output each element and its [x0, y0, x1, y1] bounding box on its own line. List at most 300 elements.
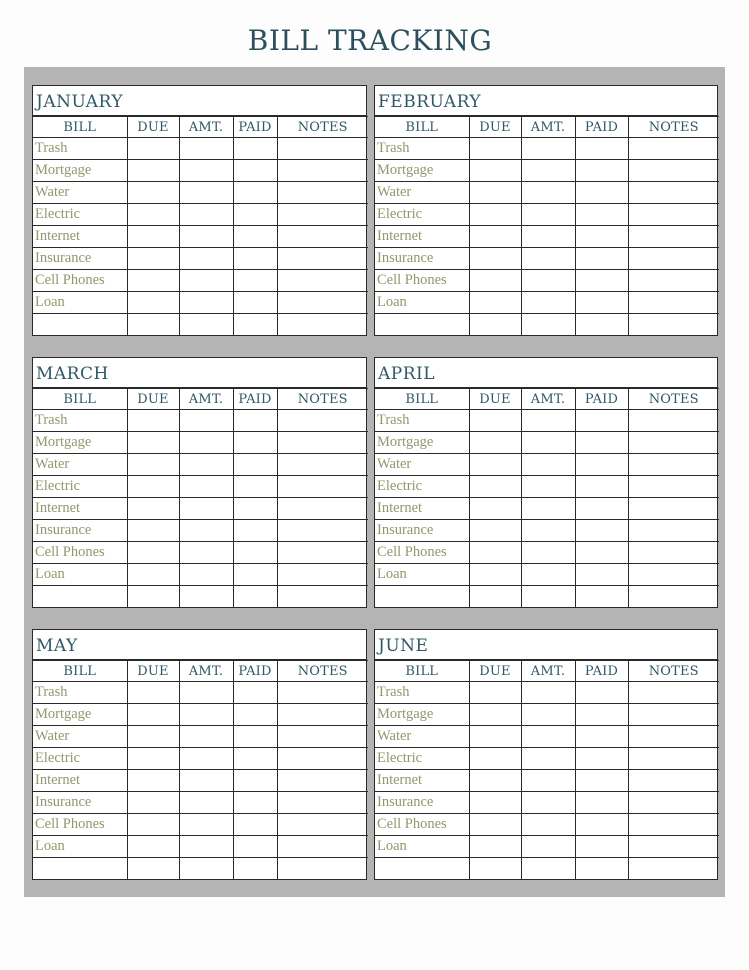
month-title: MAY — [33, 630, 366, 660]
entry-cell-paid[interactable] — [575, 792, 628, 814]
bill-name-cell[interactable] — [375, 858, 469, 880]
entry-cell-due[interactable] — [469, 704, 521, 726]
table-row — [375, 748, 719, 770]
entry-cell-amt[interactable] — [179, 726, 233, 748]
entry-cell-notes[interactable] — [277, 858, 368, 880]
entry-cell-notes[interactable] — [277, 564, 368, 586]
entry-cell-paid[interactable] — [575, 748, 628, 770]
entry-cell-notes[interactable] — [628, 248, 719, 270]
entry-cell-due[interactable] — [127, 792, 179, 814]
table-row — [375, 682, 719, 704]
table-row — [375, 270, 719, 292]
entry-cell-notes[interactable] — [277, 748, 368, 770]
entry-cell-notes[interactable] — [628, 410, 719, 432]
table-row — [375, 432, 719, 454]
table-row — [375, 836, 719, 858]
bill-table — [33, 388, 368, 608]
bill-name-cell: Internet — [33, 498, 127, 520]
entry-cell-paid[interactable] — [233, 248, 277, 270]
entry-cell-due[interactable] — [469, 476, 521, 498]
entry-cell-due[interactable] — [469, 498, 521, 520]
entry-cell-amt[interactable] — [521, 814, 575, 836]
bill-table — [375, 116, 719, 336]
entry-cell-paid[interactable] — [575, 564, 628, 586]
entry-cell-due[interactable] — [127, 410, 179, 432]
entry-cell-notes[interactable] — [628, 182, 719, 204]
entry-cell-amt[interactable] — [521, 586, 575, 608]
entry-cell-paid[interactable] — [575, 542, 628, 564]
table-row — [375, 204, 719, 226]
bill-name-cell: Cell Phones — [33, 814, 127, 836]
entry-cell-due[interactable] — [469, 204, 521, 226]
entry-cell-amt[interactable] — [521, 836, 575, 858]
table-row — [375, 814, 719, 836]
entry-cell-notes[interactable] — [628, 586, 719, 608]
entry-cell-paid[interactable] — [575, 410, 628, 432]
bill-name-cell: Loan — [33, 564, 127, 586]
entry-cell-amt[interactable] — [521, 476, 575, 498]
entry-cell-amt[interactable] — [521, 542, 575, 564]
entry-cell-notes[interactable] — [628, 270, 719, 292]
column-header-bill: BILL — [375, 389, 469, 410]
entry-cell-paid[interactable] — [233, 748, 277, 770]
column-header-amt: AMT. — [179, 117, 233, 138]
entry-cell-due[interactable] — [127, 270, 179, 292]
entry-cell-paid[interactable] — [575, 858, 628, 880]
entry-cell-notes[interactable] — [628, 432, 719, 454]
entry-cell-due[interactable] — [469, 542, 521, 564]
entry-cell-amt[interactable] — [179, 564, 233, 586]
entry-cell-amt[interactable] — [179, 682, 233, 704]
bill-name-cell: Loan — [33, 836, 127, 858]
entry-cell-paid[interactable] — [233, 814, 277, 836]
bill-name-cell: Insurance — [33, 792, 127, 814]
entry-cell-notes[interactable] — [628, 160, 719, 182]
table-row — [375, 520, 719, 542]
table-row — [375, 498, 719, 520]
bill-name-cell: Electric — [375, 204, 469, 226]
table-row — [33, 410, 368, 432]
entry-cell-paid[interactable] — [233, 160, 277, 182]
entry-cell-amt[interactable] — [179, 182, 233, 204]
entry-cell-notes[interactable] — [277, 770, 368, 792]
header-row — [375, 661, 719, 682]
entry-cell-paid[interactable] — [233, 520, 277, 542]
entry-cell-paid[interactable] — [233, 270, 277, 292]
entry-cell-amt[interactable] — [521, 770, 575, 792]
entry-cell-amt[interactable] — [521, 498, 575, 520]
entry-cell-notes[interactable] — [277, 138, 368, 160]
entry-cell-due[interactable] — [469, 682, 521, 704]
entry-cell-notes[interactable] — [628, 314, 719, 336]
entry-cell-notes[interactable] — [277, 704, 368, 726]
entry-cell-due[interactable] — [127, 542, 179, 564]
entry-cell-paid[interactable] — [233, 704, 277, 726]
entry-cell-notes[interactable] — [277, 248, 368, 270]
column-header-paid: PAID — [575, 661, 628, 682]
bill-name-cell: Water — [33, 726, 127, 748]
bill-name-cell[interactable] — [375, 586, 469, 608]
bill-name-cell: Water — [375, 726, 469, 748]
entry-cell-paid[interactable] — [575, 314, 628, 336]
column-header-notes: NOTES — [277, 389, 368, 410]
entry-cell-due[interactable] — [127, 704, 179, 726]
entry-cell-amt[interactable] — [521, 726, 575, 748]
entry-cell-due[interactable] — [127, 454, 179, 476]
entry-cell-notes[interactable] — [277, 160, 368, 182]
entry-cell-amt[interactable] — [521, 454, 575, 476]
entry-cell-due[interactable] — [127, 292, 179, 314]
bill-name-cell: Mortgage — [375, 160, 469, 182]
bill-name-cell[interactable] — [33, 858, 127, 880]
entry-cell-paid[interactable] — [575, 182, 628, 204]
entry-cell-paid[interactable] — [575, 226, 628, 248]
column-header-due: DUE — [127, 661, 179, 682]
entry-cell-amt[interactable] — [521, 858, 575, 880]
entry-cell-notes[interactable] — [628, 520, 719, 542]
entry-cell-amt[interactable] — [521, 138, 575, 160]
entry-cell-notes[interactable] — [277, 410, 368, 432]
entry-cell-paid[interactable] — [575, 248, 628, 270]
entry-cell-paid[interactable] — [233, 498, 277, 520]
entry-cell-paid[interactable] — [233, 454, 277, 476]
entry-cell-notes[interactable] — [628, 682, 719, 704]
column-header-paid: PAID — [233, 117, 277, 138]
table-row — [33, 770, 368, 792]
entry-cell-amt[interactable] — [521, 704, 575, 726]
table-row — [375, 160, 719, 182]
entry-cell-due[interactable] — [127, 204, 179, 226]
table-row — [375, 792, 719, 814]
table-row — [375, 564, 719, 586]
entry-cell-notes[interactable] — [628, 726, 719, 748]
entry-cell-amt[interactable] — [521, 748, 575, 770]
column-header-amt: AMT. — [179, 661, 233, 682]
bill-name-cell: Water — [33, 182, 127, 204]
entry-cell-amt[interactable] — [179, 520, 233, 542]
entry-cell-notes[interactable] — [277, 498, 368, 520]
entry-cell-paid[interactable] — [575, 476, 628, 498]
entry-cell-notes[interactable] — [628, 292, 719, 314]
entry-cell-notes[interactable] — [628, 454, 719, 476]
entry-cell-due[interactable] — [469, 270, 521, 292]
entry-cell-due[interactable] — [127, 248, 179, 270]
entry-cell-notes[interactable] — [628, 770, 719, 792]
bill-name-cell[interactable] — [33, 314, 127, 336]
entry-cell-notes[interactable] — [628, 814, 719, 836]
entry-cell-notes[interactable] — [277, 182, 368, 204]
entry-cell-due[interactable] — [469, 586, 521, 608]
entry-cell-notes[interactable] — [277, 814, 368, 836]
table-row — [33, 182, 368, 204]
column-header-paid: PAID — [575, 117, 628, 138]
entry-cell-notes[interactable] — [628, 748, 719, 770]
entry-cell-paid[interactable] — [233, 858, 277, 880]
entry-cell-due[interactable] — [127, 476, 179, 498]
entry-cell-notes[interactable] — [277, 586, 368, 608]
bill-table — [33, 116, 368, 336]
entry-cell-paid[interactable] — [575, 520, 628, 542]
entry-cell-paid[interactable] — [575, 292, 628, 314]
entry-cell-due[interactable] — [469, 858, 521, 880]
entry-cell-notes[interactable] — [628, 858, 719, 880]
entry-cell-paid[interactable] — [575, 498, 628, 520]
entry-cell-due[interactable] — [127, 226, 179, 248]
entry-cell-paid[interactable] — [233, 836, 277, 858]
entry-cell-notes[interactable] — [277, 292, 368, 314]
entry-cell-due[interactable] — [127, 182, 179, 204]
entry-cell-amt[interactable] — [521, 226, 575, 248]
column-header-paid: PAID — [233, 389, 277, 410]
entry-cell-paid[interactable] — [233, 226, 277, 248]
entry-cell-amt[interactable] — [521, 204, 575, 226]
entry-cell-due[interactable] — [127, 748, 179, 770]
entry-cell-due[interactable] — [469, 160, 521, 182]
entry-cell-due[interactable] — [469, 814, 521, 836]
entry-cell-amt[interactable] — [179, 704, 233, 726]
entry-cell-due[interactable] — [127, 564, 179, 586]
table-row — [33, 520, 368, 542]
entry-cell-notes[interactable] — [277, 226, 368, 248]
entry-cell-notes[interactable] — [628, 792, 719, 814]
entry-cell-notes[interactable] — [628, 138, 719, 160]
entry-cell-amt[interactable] — [179, 204, 233, 226]
entry-cell-paid[interactable] — [575, 160, 628, 182]
column-header-due: DUE — [469, 389, 521, 410]
entry-cell-amt[interactable] — [179, 858, 233, 880]
entry-cell-due[interactable] — [469, 520, 521, 542]
entry-cell-paid[interactable] — [233, 476, 277, 498]
bill-name-cell: Insurance — [375, 792, 469, 814]
entry-cell-amt[interactable] — [179, 138, 233, 160]
bill-name-cell: Electric — [33, 748, 127, 770]
entry-cell-due[interactable] — [127, 138, 179, 160]
entry-cell-amt[interactable] — [179, 410, 233, 432]
entry-cell-amt[interactable] — [521, 248, 575, 270]
entry-cell-amt[interactable] — [521, 160, 575, 182]
entry-cell-due[interactable] — [127, 814, 179, 836]
entry-cell-notes[interactable] — [628, 836, 719, 858]
table-row — [33, 704, 368, 726]
entry-cell-due[interactable] — [127, 858, 179, 880]
entry-cell-due[interactable] — [469, 410, 521, 432]
entry-cell-amt[interactable] — [521, 564, 575, 586]
entry-cell-due[interactable] — [469, 226, 521, 248]
entry-cell-amt[interactable] — [179, 498, 233, 520]
entry-cell-amt[interactable] — [521, 682, 575, 704]
entry-cell-paid[interactable] — [575, 270, 628, 292]
bill-name-cell: Electric — [33, 204, 127, 226]
entry-cell-paid[interactable] — [233, 792, 277, 814]
entry-cell-notes[interactable] — [628, 564, 719, 586]
entry-cell-due[interactable] — [469, 726, 521, 748]
entry-cell-paid[interactable] — [233, 726, 277, 748]
entry-cell-paid[interactable] — [575, 682, 628, 704]
bill-name-cell: Trash — [375, 682, 469, 704]
header-row — [33, 117, 368, 138]
bill-name-cell: Loan — [375, 836, 469, 858]
entry-cell-amt[interactable] — [179, 248, 233, 270]
bill-name-cell[interactable] — [375, 314, 469, 336]
entry-cell-paid[interactable] — [575, 454, 628, 476]
entry-cell-notes[interactable] — [277, 454, 368, 476]
table-row — [33, 726, 368, 748]
entry-cell-due[interactable] — [469, 138, 521, 160]
bill-name-cell: Water — [375, 182, 469, 204]
table-row — [375, 226, 719, 248]
column-header-bill: BILL — [33, 389, 127, 410]
entry-cell-amt[interactable] — [521, 292, 575, 314]
table-row — [375, 704, 719, 726]
column-header-bill: BILL — [375, 661, 469, 682]
entry-cell-paid[interactable] — [233, 204, 277, 226]
table-row — [33, 564, 368, 586]
bill-name-cell: Trash — [375, 138, 469, 160]
entry-cell-paid[interactable] — [575, 814, 628, 836]
entry-cell-notes[interactable] — [277, 432, 368, 454]
entry-cell-notes[interactable] — [277, 836, 368, 858]
entry-cell-paid[interactable] — [575, 204, 628, 226]
entry-cell-paid[interactable] — [575, 770, 628, 792]
bill-table — [33, 660, 368, 880]
entry-cell-notes[interactable] — [628, 226, 719, 248]
entry-cell-amt[interactable] — [179, 542, 233, 564]
entry-cell-amt[interactable] — [521, 410, 575, 432]
entry-cell-paid[interactable] — [575, 726, 628, 748]
entry-cell-amt[interactable] — [179, 586, 233, 608]
entry-cell-due[interactable] — [469, 314, 521, 336]
entry-cell-paid[interactable] — [233, 770, 277, 792]
entry-cell-notes[interactable] — [628, 704, 719, 726]
entry-cell-paid[interactable] — [575, 432, 628, 454]
column-header-due: DUE — [469, 117, 521, 138]
entry-cell-amt[interactable] — [179, 748, 233, 770]
bill-name-cell: Internet — [375, 226, 469, 248]
entry-cell-due[interactable] — [469, 792, 521, 814]
month-table-april — [374, 357, 718, 608]
entry-cell-due[interactable] — [469, 564, 521, 586]
column-header-notes: NOTES — [628, 117, 719, 138]
entry-cell-notes[interactable] — [628, 204, 719, 226]
entry-cell-paid[interactable] — [233, 182, 277, 204]
bill-name-cell: Insurance — [375, 520, 469, 542]
entry-cell-paid[interactable] — [233, 542, 277, 564]
bill-name-cell[interactable] — [33, 586, 127, 608]
entry-cell-amt[interactable] — [179, 770, 233, 792]
entry-cell-amt[interactable] — [521, 792, 575, 814]
entry-cell-due[interactable] — [127, 682, 179, 704]
entry-cell-amt[interactable] — [179, 226, 233, 248]
column-header-notes: NOTES — [277, 117, 368, 138]
table-row — [33, 454, 368, 476]
entry-cell-due[interactable] — [127, 314, 179, 336]
table-row — [375, 182, 719, 204]
entry-cell-amt[interactable] — [521, 520, 575, 542]
entry-cell-notes[interactable] — [277, 270, 368, 292]
entry-cell-amt[interactable] — [179, 270, 233, 292]
entry-cell-paid[interactable] — [233, 410, 277, 432]
entry-cell-paid[interactable] — [233, 682, 277, 704]
entry-cell-paid[interactable] — [575, 138, 628, 160]
entry-cell-due[interactable] — [469, 248, 521, 270]
table-row — [375, 138, 719, 160]
table-row — [33, 586, 368, 608]
entry-cell-due[interactable] — [469, 836, 521, 858]
entry-cell-paid[interactable] — [233, 564, 277, 586]
entry-cell-due[interactable] — [127, 586, 179, 608]
entry-cell-due[interactable] — [127, 498, 179, 520]
entry-cell-due[interactable] — [469, 432, 521, 454]
bill-name-cell: Mortgage — [375, 704, 469, 726]
entry-cell-notes[interactable] — [628, 498, 719, 520]
entry-cell-notes[interactable] — [277, 792, 368, 814]
entry-cell-notes[interactable] — [277, 726, 368, 748]
entry-cell-notes[interactable] — [277, 682, 368, 704]
entry-cell-due[interactable] — [469, 454, 521, 476]
entry-cell-due[interactable] — [127, 520, 179, 542]
entry-cell-paid[interactable] — [233, 138, 277, 160]
entry-cell-amt[interactable] — [179, 314, 233, 336]
entry-cell-notes[interactable] — [277, 204, 368, 226]
entry-cell-due[interactable] — [469, 182, 521, 204]
bill-name-cell: Mortgage — [375, 432, 469, 454]
entry-cell-amt[interactable] — [179, 432, 233, 454]
table-row — [33, 792, 368, 814]
entry-cell-amt[interactable] — [179, 476, 233, 498]
entry-cell-amt[interactable] — [521, 270, 575, 292]
entry-cell-notes[interactable] — [628, 476, 719, 498]
month-table-may — [32, 629, 367, 880]
entry-cell-paid[interactable] — [575, 836, 628, 858]
entry-cell-amt[interactable] — [179, 292, 233, 314]
entry-cell-due[interactable] — [127, 836, 179, 858]
entry-cell-paid[interactable] — [233, 432, 277, 454]
entry-cell-notes[interactable] — [277, 520, 368, 542]
entry-cell-due[interactable] — [469, 748, 521, 770]
entry-cell-due[interactable] — [127, 160, 179, 182]
column-header-amt: AMT. — [521, 661, 575, 682]
entry-cell-paid[interactable] — [233, 314, 277, 336]
page-title: BILL TRACKING — [247, 24, 493, 57]
bill-name-cell: Loan — [375, 292, 469, 314]
entry-cell-paid[interactable] — [233, 292, 277, 314]
entry-cell-amt[interactable] — [179, 836, 233, 858]
entry-cell-amt[interactable] — [179, 814, 233, 836]
column-header-notes: NOTES — [628, 661, 719, 682]
entry-cell-amt[interactable] — [179, 792, 233, 814]
entry-cell-due[interactable] — [127, 726, 179, 748]
entry-cell-paid[interactable] — [575, 704, 628, 726]
entry-cell-amt[interactable] — [179, 454, 233, 476]
entry-cell-due[interactable] — [127, 770, 179, 792]
entry-cell-due[interactable] — [469, 770, 521, 792]
bill-name-cell: Electric — [33, 476, 127, 498]
entry-cell-due[interactable] — [469, 292, 521, 314]
entry-cell-notes[interactable] — [277, 476, 368, 498]
entry-cell-amt[interactable] — [521, 432, 575, 454]
entry-cell-paid[interactable] — [233, 586, 277, 608]
entry-cell-due[interactable] — [127, 432, 179, 454]
entry-cell-notes[interactable] — [277, 314, 368, 336]
entry-cell-amt[interactable] — [521, 182, 575, 204]
column-header-due: DUE — [127, 389, 179, 410]
entry-cell-paid[interactable] — [575, 586, 628, 608]
month-title: MARCH — [33, 358, 366, 388]
entry-cell-amt[interactable] — [521, 314, 575, 336]
entry-cell-amt[interactable] — [179, 160, 233, 182]
entry-cell-notes[interactable] — [628, 542, 719, 564]
entry-cell-notes[interactable] — [277, 542, 368, 564]
